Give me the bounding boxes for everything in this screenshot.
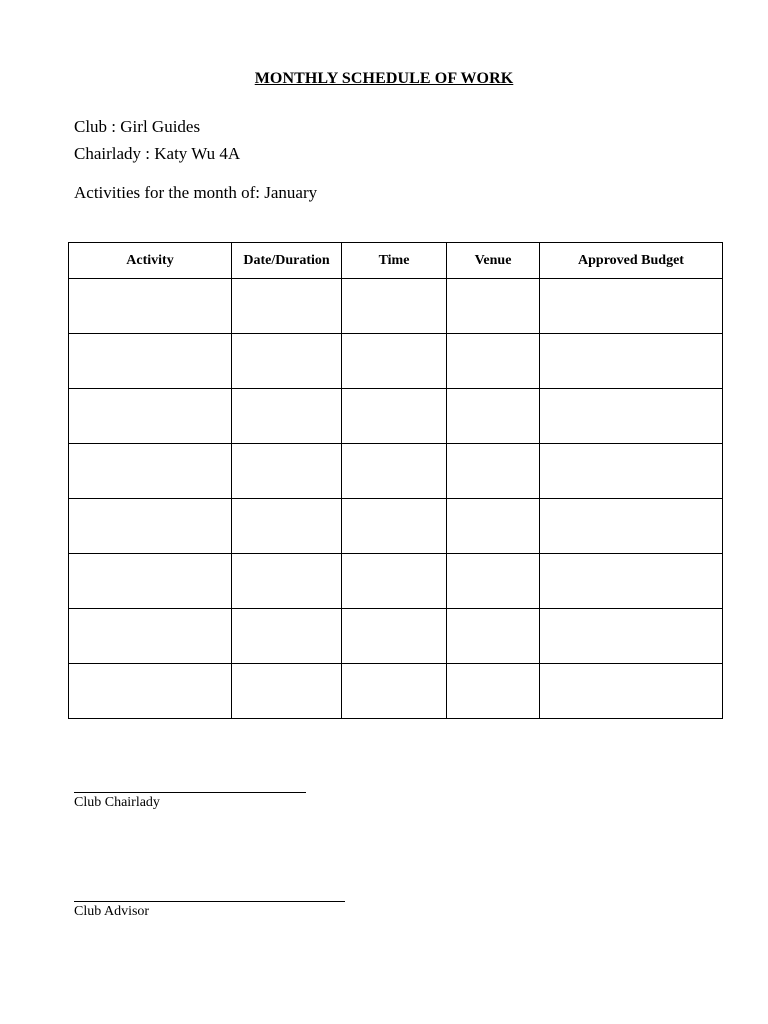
- table-cell: [540, 664, 723, 719]
- table-cell: [232, 334, 342, 389]
- table-cell: [69, 389, 232, 444]
- table-cell: [69, 499, 232, 554]
- table-cell: [342, 334, 447, 389]
- schedule-table: [68, 242, 723, 719]
- table-cell: [232, 554, 342, 609]
- header-approved-budget: Approved Budget: [540, 243, 723, 279]
- table-cell: [540, 279, 723, 334]
- table-cell: [342, 444, 447, 499]
- table-cell: [447, 334, 540, 389]
- table-row: [69, 444, 723, 499]
- table-cell: [447, 444, 540, 499]
- table-cell: [342, 609, 447, 664]
- table-cell: [447, 609, 540, 664]
- table-cell: [447, 499, 540, 554]
- table-cell: [447, 279, 540, 334]
- table-cell: [232, 279, 342, 334]
- table-cell: [447, 389, 540, 444]
- table-cell: [69, 279, 232, 334]
- table-cell: [69, 554, 232, 609]
- header-venue: Venue: [447, 243, 540, 279]
- header-time: Time: [342, 243, 447, 279]
- table-cell: [232, 664, 342, 719]
- table-cell: [232, 444, 342, 499]
- table-row: [69, 499, 723, 554]
- chairlady-signature-label: Club Chairlady: [74, 795, 160, 810]
- table-row: [69, 389, 723, 444]
- table-row: [69, 334, 723, 389]
- header-activity: Activity: [69, 243, 232, 279]
- table-cell: [342, 664, 447, 719]
- table-row: [69, 664, 723, 719]
- document-title: MONTHLY SCHEDULE OF WORK: [254, 70, 514, 87]
- table-cell: [540, 499, 723, 554]
- table-cell: [69, 609, 232, 664]
- table-cell: [540, 389, 723, 444]
- chairlady-line: Chairlady : Katy Wu 4A: [74, 144, 241, 163]
- table-cell: [540, 609, 723, 664]
- table-cell: [447, 554, 540, 609]
- table-cell: [342, 279, 447, 334]
- table-cell: [69, 444, 232, 499]
- club-name-line: Club : Girl Guides: [74, 117, 201, 136]
- table-cell: [447, 664, 540, 719]
- table-cell: [69, 334, 232, 389]
- table-cell: [232, 609, 342, 664]
- table-cell: [540, 444, 723, 499]
- table-row: [69, 609, 723, 664]
- activities-month-line: Activities for the month of: January: [74, 183, 318, 202]
- table-cell: [69, 664, 232, 719]
- table-cell: [342, 554, 447, 609]
- table-row: [69, 554, 723, 609]
- chairlady-signature-line: [74, 792, 306, 793]
- table-cell: [232, 389, 342, 444]
- table-cell: [232, 499, 342, 554]
- header-date-duration: Date/Duration: [232, 243, 342, 279]
- table-cell: [342, 389, 447, 444]
- table-cell: [540, 554, 723, 609]
- advisor-signature-label: Club Advisor: [74, 904, 150, 919]
- table-cell: [540, 334, 723, 389]
- table-cell: [342, 499, 447, 554]
- advisor-signature-line: [74, 901, 345, 902]
- table-header-row: [69, 243, 723, 279]
- table-row: [69, 279, 723, 334]
